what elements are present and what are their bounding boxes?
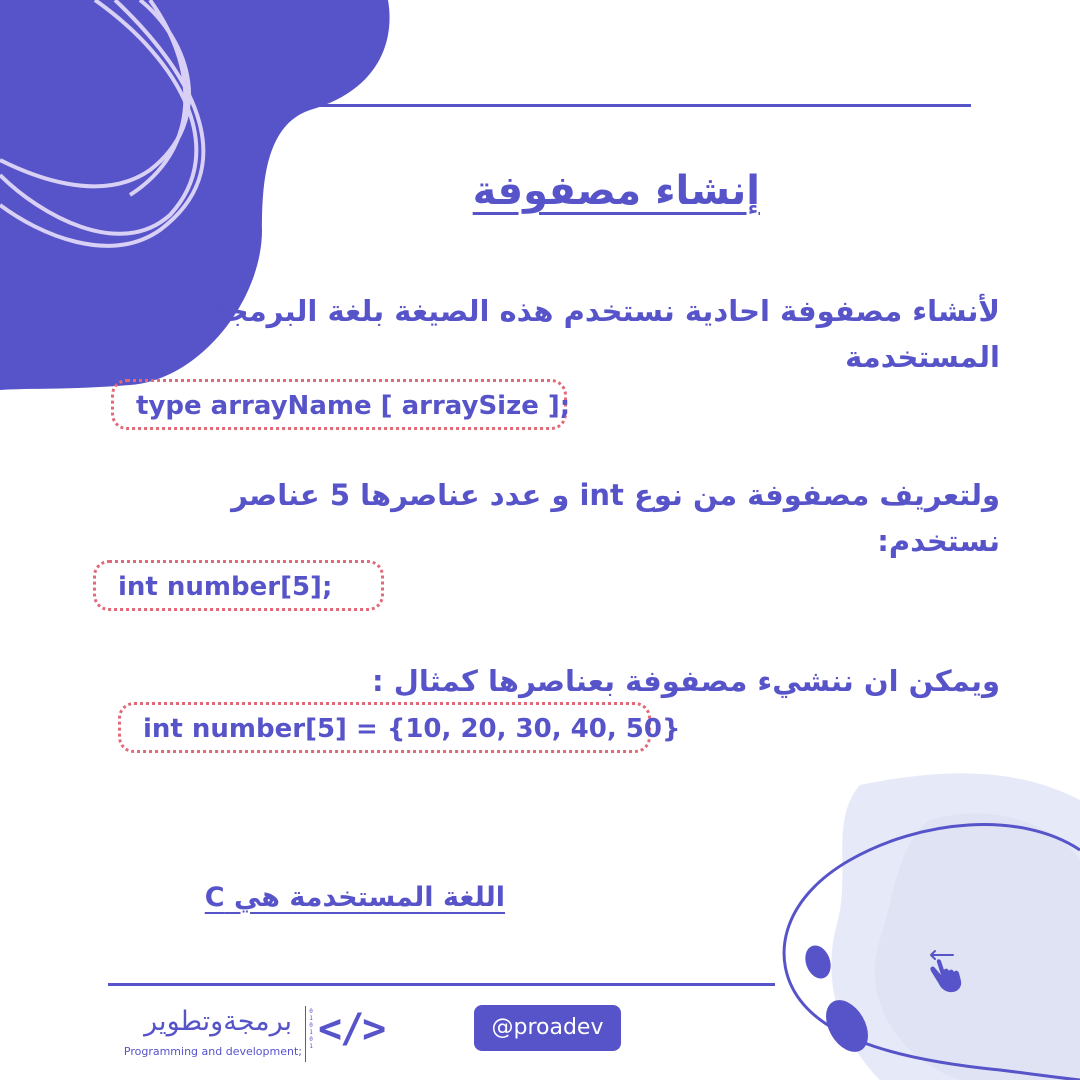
decor-oval-1 xyxy=(801,942,835,982)
brand-tagline: Programming and development; xyxy=(123,1045,302,1058)
code-snippet-initialization: int number[5] = {10, 20, 30, 40, 50} xyxy=(118,702,651,753)
code-snippet-syntax: type arrayName [ arraySize ]; xyxy=(111,379,567,430)
bottom-right-blob-front xyxy=(875,814,1080,1080)
paragraph-syntax: لأنشاء مصفوفة احادية نستخدم هذه الصيغة بلغة البرمجة المستخدمة xyxy=(210,294,1000,374)
code-logo-icon: </> xyxy=(318,1006,385,1052)
paragraph-initialize: ويمكن ان ننشيء مصفوفة بعناصرها كمثال : xyxy=(372,664,1000,698)
brand-separator xyxy=(305,1006,306,1062)
swipe-hint[interactable] xyxy=(925,946,965,996)
hand-swipe-icon xyxy=(925,946,965,996)
top-divider xyxy=(285,104,971,107)
bottom-divider xyxy=(108,983,775,986)
binary-digits: 0 1 0 1 0 1 xyxy=(309,1008,313,1050)
social-handle-button[interactable]: @proadev xyxy=(474,1005,621,1051)
code-snippet-declaration: int number[5]; xyxy=(93,560,384,611)
paragraph-int-array: ولتعريف مصفوفة من نوع int و عدد عناصرها 5 عناصر نستخدم: xyxy=(231,478,1000,558)
page-title: إنشاء مصفوفة xyxy=(472,168,760,214)
brand-name-arabic: برمجةوتطوير xyxy=(144,1006,292,1037)
language-note: اللغة المستخدمة هي C xyxy=(204,882,505,913)
